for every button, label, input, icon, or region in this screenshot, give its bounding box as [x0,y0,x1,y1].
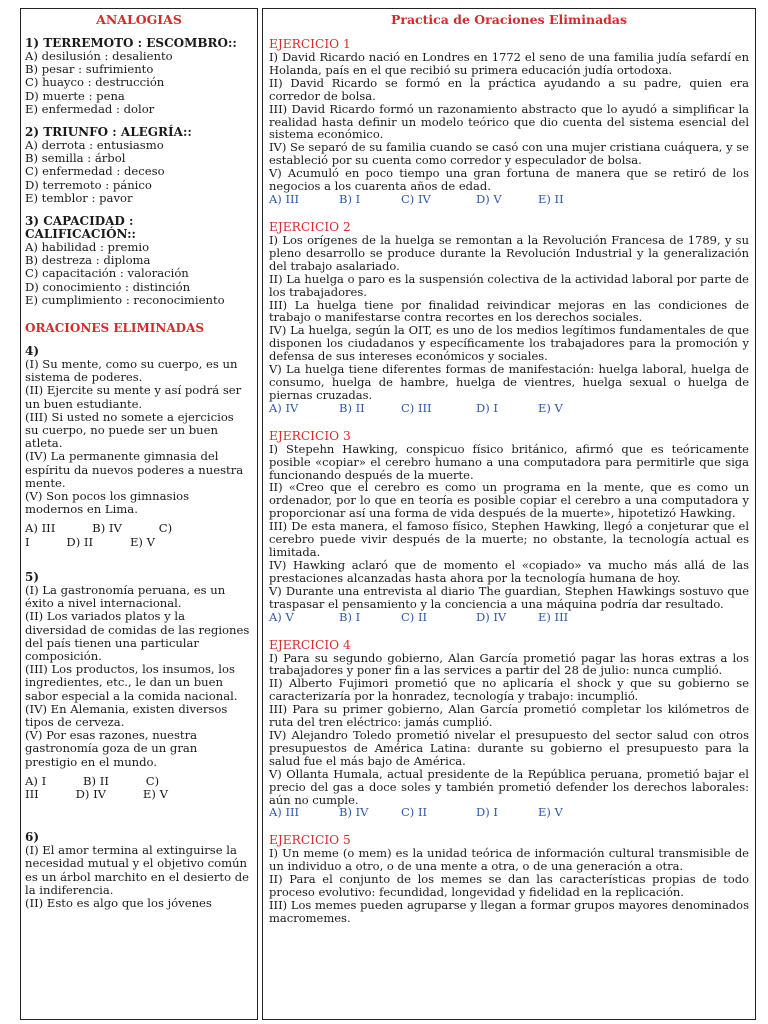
sentence: II) «Creo que el cerebro es como un programa en la mente, que es como un ordenador, por lo que en teoría es posible copiar el cerebro a una computadora y proporcionar así una forma de vida después de la muerte», hipotetizó Hawking. [269,480,749,521]
analogias-title: ANALOGIAS [96,12,182,27]
sentence-line: (II) Los variados platos y la [25,609,186,624]
option: C) huayco : destrucción [25,75,165,90]
answer-option: C) II [401,805,428,820]
sentence-line: del país tienen una particular [25,635,199,650]
sentence: V) Acumuló en poco tiempo una gran fortuna de manera que se retiró de los negocios a los cuarenta años de edad. [269,166,749,194]
question-number: 4) [25,344,40,359]
option: B) semilla : árbol [25,151,126,166]
right-column [262,8,756,1020]
sentence: IV) Alejandro Toledo prometió nivelar el presupuesto del sector salud con otros presupuestos de América Latina: durante su gobierno el presupuesto para la salud fue el más bajo de América. [269,727,749,768]
sentence-line: mente. [25,475,66,490]
oraciones-title: ORACIONES ELIMINADAS [25,321,205,336]
answer-option: E) II [538,191,564,206]
sentence: I) Para su segundo gobierno, Alan García prometió pagar las horas extras a los trabajadores y poner fin a las services a partir del 28 de julio: nunca cumplió. [269,650,749,678]
sentence-line: la indiferencia. [25,882,114,897]
sentence-line: composición. [25,648,102,663]
answer-options: A) III B) IV C) [25,521,173,536]
left-column [20,8,258,1020]
practice-title: Practica de Oraciones Eliminadas [390,12,628,27]
sentence-line: (III) Si usted no somete a ejercicios [25,409,234,424]
answer-options: A) I B) II C) [25,773,160,788]
sentence: III) La huelga tiene por finalidad reivindicar mejoras en las condiciones de trabajo o manifestarse contra recortes en los derechos sociales. [269,297,749,325]
sentence: I) Un meme (o mem) es la unidad teórica de información cultural transmisible de un individuo a otro, o de una mente a otra, o de una generación a otra. [269,846,749,874]
answer-option: C) III [401,400,432,415]
option: B) pesar : sufrimiento [25,62,154,77]
sentence-line: atleta. [25,436,63,451]
sentence-line: (II) Ejercite su mente y así podrá ser [25,383,242,398]
sentence-line: (IV) La permanente gimnasia del [25,449,219,464]
sentence: II) Para el conjunto de los memes se dan las características propias de todo proceso evolutivo: fecundidad, longevidad y fidelidad en la replicación. [269,872,749,900]
question-number: 5) [25,569,40,584]
question-4 [25,345,253,549]
sentence: I) David Ricardo nació en Londres en 1772 el seno de una familia judía sefardí en Holanda, país en el que recibió su primera educación judía ortodoxa. [269,50,749,77]
answer-options: III D) IV E) V [25,786,168,801]
answer-option: D) V [476,191,502,206]
answer-option: A) V [269,609,294,624]
sentence-line: (II) Esto es algo que los jóvenes [25,895,212,910]
option: B) destreza : diploma [25,253,151,268]
answer-option: A) IV [269,400,299,415]
question-number: 6) [25,830,40,845]
sentence-line: (V) Por esas razones, nuestra [25,728,198,743]
sentence: II) David Ricardo se formó en la práctica ayudando a su padre, quien era corredor de bolsa. [269,75,749,103]
answer-options [269,806,749,819]
sentence-line: (I) Su mente, como su cuerpo, es un [25,357,238,372]
question-head: 3) CAPACIDAD : [25,214,134,229]
exercise-4 [269,638,749,820]
exercise-3 [269,429,749,624]
option: A) derrota : entusiasmo [25,138,164,153]
sentence: V) Durante una entrevista al diario The guardian, Stephen Hawkings sostuvo que traspasar el pensamiento y la conciencia a una máquina podría dar resultado. [269,583,749,611]
answer-option: C) IV [401,191,431,206]
exercise-2 [269,220,749,415]
sentence: III) Los memes pueden agruparse y llegan a formar grupos mayores denominados macromemes. [269,898,749,925]
option: A) desilusión : desaliento [25,49,173,63]
sentence-line: modernos en Lima. [25,502,138,517]
sentence-line: éxito a nivel internacional. [25,596,182,611]
sentence: V) La huelga tiene diferentes formas de manifestación: huelga laboral, huelga de consumo, huelga de hambre, huelga de vientres, huelga sexual o huelga de piernas cruzadas. [269,362,749,402]
option: D) terremoto : pánico [25,177,152,192]
exercise-title: EJERCICIO 2 [269,219,351,234]
answer-option: D) I [476,805,498,820]
answer-option: B) I [339,191,361,206]
option: E) enfermedad : dolor [25,101,155,116]
option: C) enfermedad : deceso [25,164,165,179]
answer-option: C) II [401,609,428,624]
question-6 [25,831,253,910]
sentence: I) Stepehn Hawking, conspicuo físico británico, afirmó que es teóricamente posible «copiar» el cerebro humano a una computadora para permitirle que siga funcionando después de la muerte. [269,441,749,482]
sentence-line: es un árbol marchito en el desierto de [25,869,250,884]
sentence-line: (V) Son pocos los gimnasios [25,489,190,504]
sentence: I) Los orígenes de la huelga se remontan a la Revolución Francesa de 1789, y su pleno desarrollo se produce durante la Revolución Industrial y la generalización del trabajo asalariado. [269,232,749,273]
question-head: CALIFICACIÓN:: [25,227,136,242]
sentence-line: (IV) En Alemania, existen diversos [25,701,228,716]
exercise-5 [269,833,749,924]
sentence-line: necesidad mutual y el objetivo común [25,856,248,871]
option: A) habilidad : premio [25,240,150,255]
sentence: II) Alberto Fujimori prometió que no aplicaría el shock y que su gobierno se caracterizaría por la honradez, tecnología y trabajo: incumplió. [269,676,749,704]
question-head: 1) TERREMOTO : ESCOMBRO:: [25,36,237,50]
sentence-line: (I) La gastronomía peruana, es un [25,582,226,597]
exercise-1 [269,37,749,206]
sentence-line: sistema de poderes. [25,370,143,385]
option: D) muerte : pena [25,88,125,103]
option: C) capacitación : valoración [25,266,189,281]
sentence: IV) Hawking aclaró que de momento el «copiado» va mucho más allá de las prestaciones alcanzadas hasta ahora por la tecnología humana de hoy. [269,557,749,585]
answer-options [269,193,749,206]
option: E) temblor : pavor [25,190,133,205]
sentence-line: ingredientes, etc., le dan un buen [25,675,223,690]
sentence-line: su cuerpo, no puede ser un buen [25,423,218,438]
sentence: III) Para su primer gobierno, Alan García prometió completar los kilómetros de ruta del tren eléctrico: jamás cumplió. [269,702,749,730]
answer-option: B) II [339,400,365,415]
question-2 [25,126,253,205]
answer-options [269,611,749,624]
question-1 [25,37,253,116]
sentence-line: (I) El amor termina al extinguirse la [25,843,237,858]
sentence: IV) La huelga, según la OIT, es uno de los medios legítimos fundamentales de que disponen los ciudadanos y específicamente los trabajadores para la promoción y defensa de sus intereses económicos y sociales. [269,323,749,364]
answer-option: E) V [538,400,563,415]
sentence: III) De esta manera, el famoso físico, Stephen Hawking, llegó a conjeturar que el cerebro puede vivir después de la muerte; no obstante, la tecnología actual es limitada. [269,519,749,559]
sentence-line: espíritu da nuevos poderes a nuestra [25,462,244,477]
exercise-title: EJERCICIO 1 [269,37,351,51]
answer-option: B) I [339,609,361,624]
question-3 [25,215,253,307]
sentence: V) Ollanta Humala, actual presidente de la República peruana, prometió bajar el precio del gas a doce soles y también prometió defender los derechos laborales: aún no cumple. [269,766,749,807]
answer-option: D) IV [476,609,507,624]
sentence-line: prestigio en el mundo. [25,754,158,769]
exercise-title: EJERCICIO 4 [269,637,351,652]
option: D) conocimiento : distinción [25,279,191,294]
sentence-line: sabor especial a la comida nacional. [25,688,238,703]
sentence-line: gastronomía goza de un gran [25,741,198,756]
sentence: IV) Se separó de su familia cuando se casó con una mujer cristiana cuáquera, y se estableció por su cuenta como corredor y especulador de bolsa. [269,140,749,168]
answer-option: A) III [269,191,300,206]
sentence: III) David Ricardo formó un razonamiento abstracto que lo ayudó a simplificar la realidad hasta definir un modelo teórico que dio cuenta del sistema esencial del sistema económico. [269,101,749,142]
option: E) cumplimiento : reconocimiento [25,292,225,307]
sentence-line: un buen estudiante. [25,396,143,411]
sentence-line: (III) Los productos, los insumos, los [25,662,235,677]
answer-option: A) III [269,805,300,820]
answer-options [269,402,749,415]
answer-option: D) I [476,400,498,415]
exercise-title: EJERCICIO 5 [269,833,351,848]
sentence-line: tipos de cerveza. [25,714,125,729]
exercise-title: EJERCICIO 3 [269,428,351,443]
answer-option: E) III [538,609,569,624]
sentence-line: diversidad de comidas de las regiones [25,622,250,637]
answer-option: B) IV [339,805,369,820]
question-5 [25,571,253,801]
question-head: 2) TRIUNFO : ALEGRÍA:: [25,125,192,140]
answer-options: I D) II E) V [25,534,155,549]
sentence: II) La huelga o paro es la suspensión colectiva de la actividad laboral por parte de los trabajadores. [269,271,749,299]
answer-option: E) V [538,805,563,820]
